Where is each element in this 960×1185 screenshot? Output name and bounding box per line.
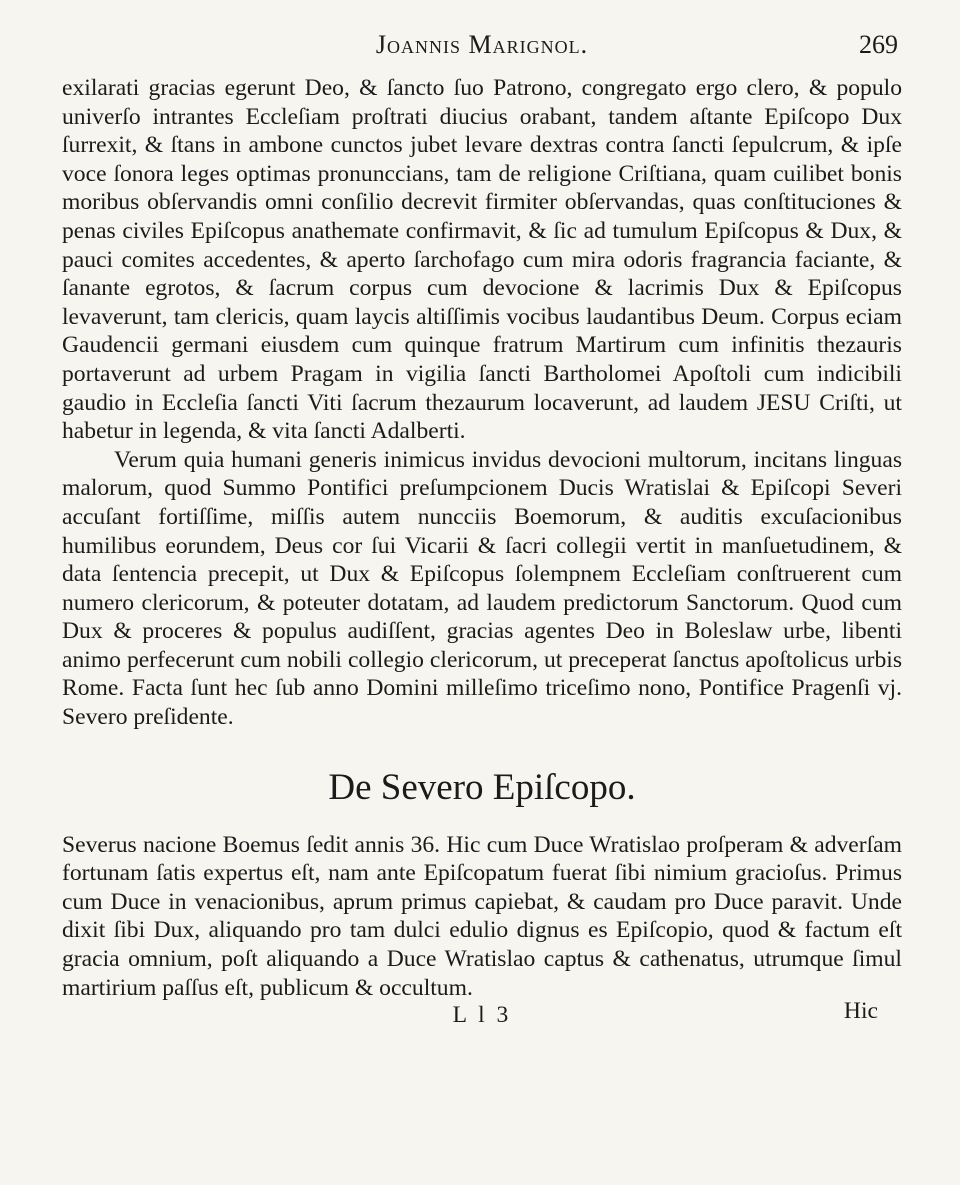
catchword: Hic — [843, 998, 878, 1025]
running-title: Joannis Marignol. — [375, 30, 589, 59]
paragraph-1: exilarati gracias egerunt Deo, & ſancto ſuo Patrono, congregato ergo clero, & populo univerſo intrantes Eccleſiam proſtrati diucius orabant, tandem aſtante Epiſcopo Dux ſurrexit, & ſtans in ambone cunctos jubet levare dextras contra ſancti ſepulcrum, & ipſe voce ſonora leges optimas pronunccians, tam de religione Criſtiana, quam cuilibet bonis moribus obſervandis omni conſilio decrevit firmiter obſervandas, quas conſtituciones & penas civiles Epiſcopus anathemate confirmavit, & ſic ad tumulum Epiſcopus & Dux, & pauci comites accedentes, & aperto ſarchofago cum mira odoris fragrancia faciante, & ſanante egrotos, & ſacrum corpus cum devocione & lacrimis Dux & Epiſcopus levaverunt, tam clericis, quam laycis altiſſimis vocibus laudantibus Deum. Corpus eciam Gaudencii germani eiusdem cum quinque fratrum Martirum cum infinitis thezauris portaverunt ad urbem Pragam in vigilia ſancti Bartholomei Apoſtoli cum indicibili gaudio in Eccleſia ſancti Viti ſacrum thezaurum locaverunt, ad laudem JESU Criſti, ut habetur in legenda, & vita ſancti Adalberti. — [62, 75, 902, 445]
page-number: 269 — [859, 30, 898, 59]
footer-line — [62, 998, 902, 1036]
paragraph-2: Verum quia humani generis inimicus invidus devocioni multorum, incitans linguas malorum, quod Summo Pontifici preſumpcionem Ducis Wratislai & Epiſcopi Severi accuſant fortiſſime, miſſis autem nuncciis Boemorum, & auditis excuſacionibus humilibus eorundem, Deus cor ſui Vicarii & ſacri collegii vertit in manſuetudinem, & data ſentencia precepit, ut Dux & Epiſcopus ſolempnem Eccleſiam conſtruerent cum numero clericorum, & poteuter dotatam, ad laudem predictorum Sanctorum. Quod cum Dux & proceres & populus audiſſent, gracias agentes Deo in Boleslaw urbe, libenti animo perfecerunt cum nobili collegio clericorum, ut preceperat ſanctus apoſtolicus urbis Rome. Facta ſunt hec ſub anno Domini milleſimo triceſimo nono, Pontifice Pragenſi vj. Severo preſidente. — [62, 446, 902, 731]
signature-mark: L l 3 — [452, 1002, 512, 1029]
paragraph-3: Severus nacione Boemus ſedit annis 36. Hic cum Duce Wratislao proſperam & adverſam fortunam ſatis expertus eſt, nam ante Epiſcopatum fuerat ſibi nimium gracioſus. Primus cum Duce in venacionibus, aprum primus capiebat, & caudam pro Duce paravit. Unde dixit ſibi Dux, aliquando pro tam dulci edulio dignus es Epiſcopio, quod & factum eſt gracia omnium, poſt aliquando a Duce Wratislao captus & cathenatus, utrumque ſimul martirium paſſus eſt, publicum & occultum. — [62, 831, 902, 1001]
running-head — [62, 26, 902, 74]
section-heading: De Severo Epiſcopo. — [328, 766, 636, 808]
